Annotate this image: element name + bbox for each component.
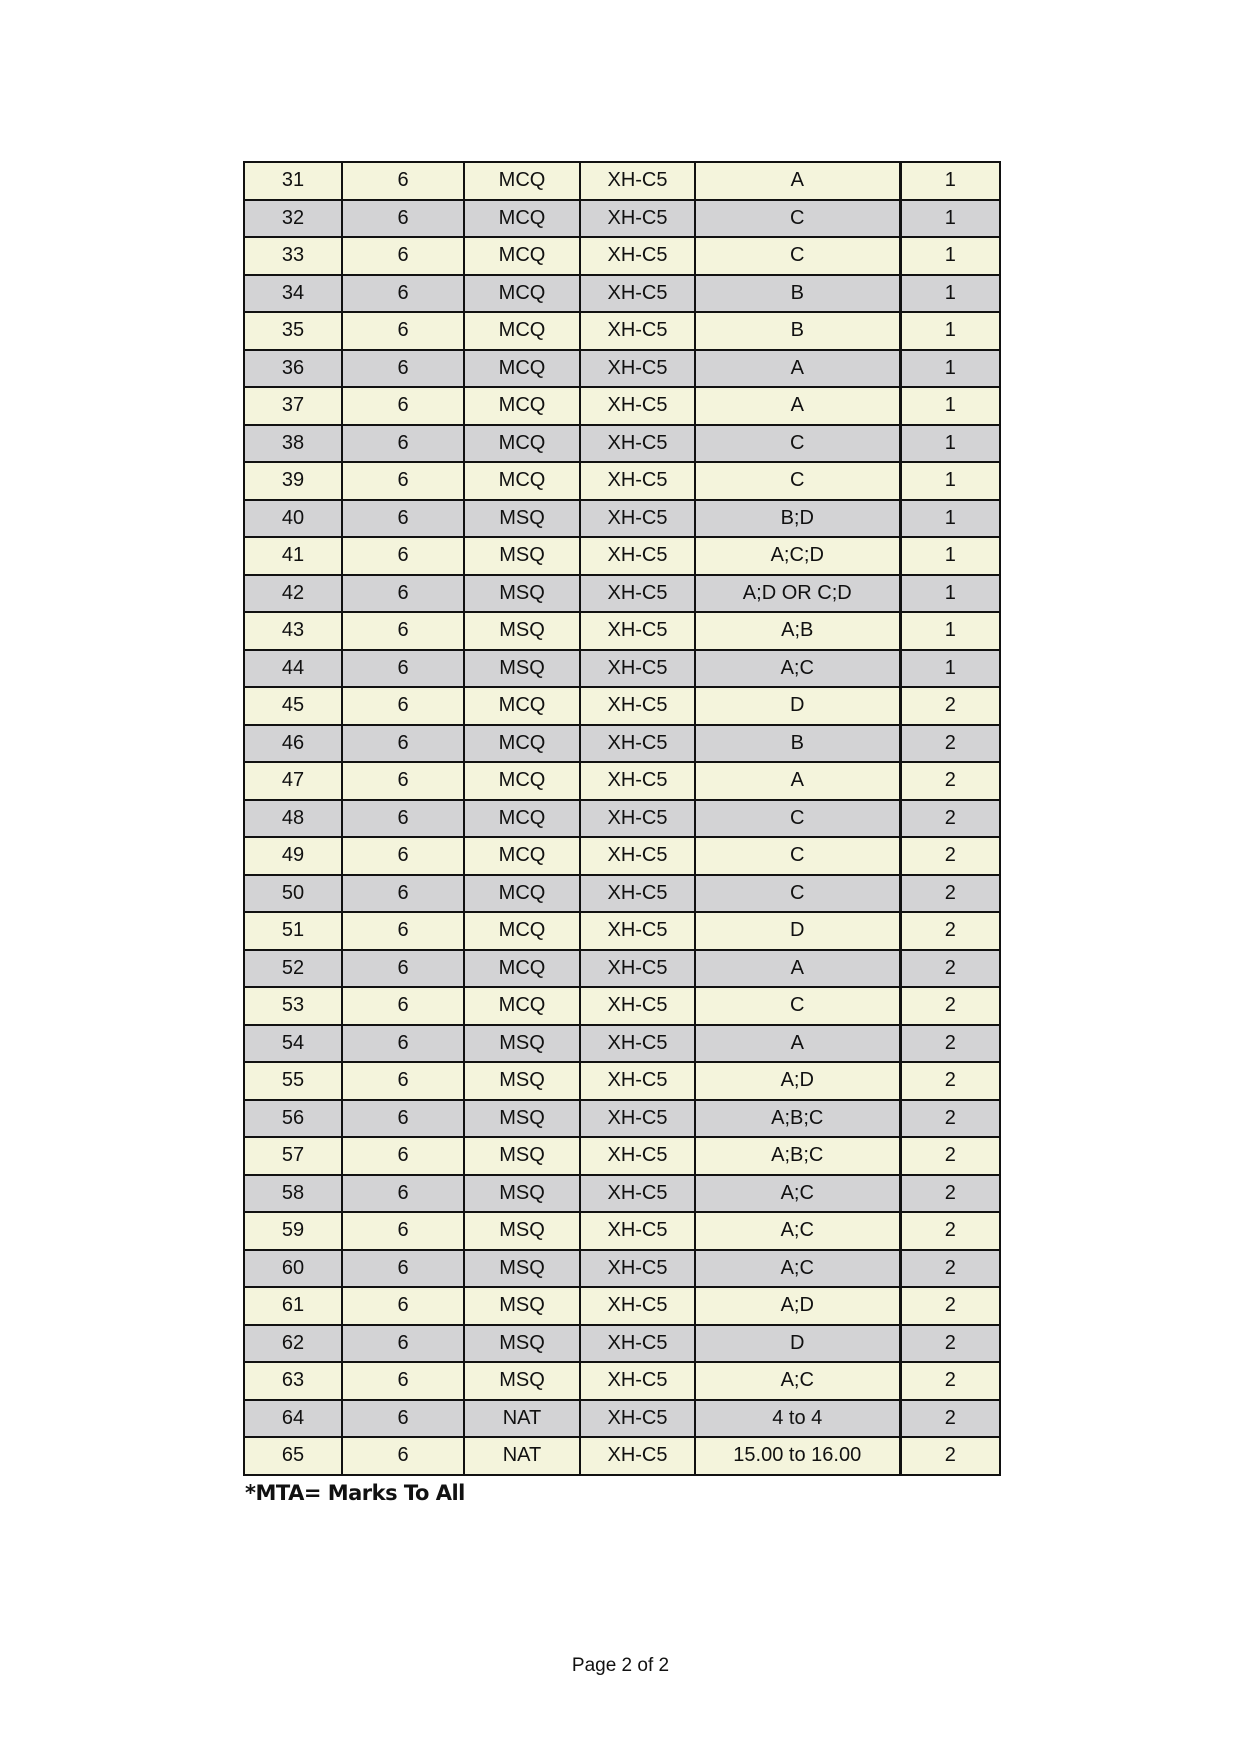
question-number-cell: 36 — [244, 350, 342, 388]
question-type-cell: MSQ — [464, 500, 580, 538]
question-type-cell: MCQ — [464, 837, 580, 875]
question-type-cell: MSQ — [464, 1175, 580, 1213]
section-cell: XH-C5 — [580, 1062, 695, 1100]
key-cell: A;C — [695, 1362, 900, 1400]
session-cell: 6 — [342, 1137, 464, 1175]
section-cell: XH-C5 — [580, 1100, 695, 1138]
key-cell: C — [695, 200, 900, 238]
section-cell: XH-C5 — [580, 725, 695, 763]
question-type-cell: MCQ — [464, 462, 580, 500]
table-row — [244, 200, 1000, 238]
key-cell: A — [695, 762, 900, 800]
question-number-cell: 51 — [244, 912, 342, 950]
key-cell: B — [695, 275, 900, 313]
section-cell: XH-C5 — [580, 237, 695, 275]
question-number-cell: 57 — [244, 1137, 342, 1175]
key-cell: A;B;C — [695, 1100, 900, 1138]
section-cell: XH-C5 — [580, 387, 695, 425]
table-row — [244, 537, 1000, 575]
section-cell: XH-C5 — [580, 462, 695, 500]
key-cell: A — [695, 162, 900, 200]
question-type-cell: MCQ — [464, 350, 580, 388]
key-cell: C — [695, 837, 900, 875]
question-number-cell: 54 — [244, 1025, 342, 1063]
table-row — [244, 575, 1000, 613]
session-cell: 6 — [342, 1437, 464, 1475]
key-cell: A;B — [695, 612, 900, 650]
key-cell: B — [695, 725, 900, 763]
section-cell: XH-C5 — [580, 1137, 695, 1175]
question-number-cell: 55 — [244, 1062, 342, 1100]
question-type-cell: MSQ — [464, 575, 580, 613]
key-cell: B — [695, 312, 900, 350]
table-row — [244, 237, 1000, 275]
question-type-cell: MCQ — [464, 725, 580, 763]
table-row — [244, 987, 1000, 1025]
section-cell: XH-C5 — [580, 650, 695, 688]
marks-cell: 2 — [900, 1325, 1000, 1363]
marks-cell: 1 — [900, 312, 1000, 350]
session-cell: 6 — [342, 200, 464, 238]
section-cell: XH-C5 — [580, 912, 695, 950]
key-cell: A — [695, 1025, 900, 1063]
key-cell: A;D — [695, 1287, 900, 1325]
session-cell: 6 — [342, 275, 464, 313]
table-row — [244, 725, 1000, 763]
session-cell: 6 — [342, 912, 464, 950]
marks-cell: 2 — [900, 1025, 1000, 1063]
section-cell: XH-C5 — [580, 200, 695, 238]
question-type-cell: MCQ — [464, 200, 580, 238]
section-cell: XH-C5 — [580, 312, 695, 350]
marks-cell: 2 — [900, 912, 1000, 950]
marks-cell: 2 — [900, 1175, 1000, 1213]
marks-cell: 1 — [900, 537, 1000, 575]
section-cell: XH-C5 — [580, 1325, 695, 1363]
question-type-cell: MSQ — [464, 1325, 580, 1363]
section-cell: XH-C5 — [580, 987, 695, 1025]
marks-cell: 2 — [900, 1437, 1000, 1475]
table-row — [244, 1400, 1000, 1438]
table-row — [244, 500, 1000, 538]
section-cell: XH-C5 — [580, 575, 695, 613]
table-row — [244, 1100, 1000, 1138]
question-type-cell: MCQ — [464, 762, 580, 800]
session-cell: 6 — [342, 612, 464, 650]
key-cell: A;C — [695, 1212, 900, 1250]
session-cell: 6 — [342, 987, 464, 1025]
table-row — [244, 1025, 1000, 1063]
question-type-cell: MCQ — [464, 950, 580, 988]
question-type-cell: MSQ — [464, 650, 580, 688]
question-number-cell: 49 — [244, 837, 342, 875]
question-number-cell: 52 — [244, 950, 342, 988]
table-row — [244, 462, 1000, 500]
question-number-cell: 44 — [244, 650, 342, 688]
question-number-cell: 63 — [244, 1362, 342, 1400]
session-cell: 6 — [342, 537, 464, 575]
section-cell: XH-C5 — [580, 837, 695, 875]
table-row — [244, 950, 1000, 988]
table-row — [244, 387, 1000, 425]
question-number-cell: 62 — [244, 1325, 342, 1363]
key-cell: A;C;D — [695, 537, 900, 575]
question-type-cell: MSQ — [464, 1100, 580, 1138]
session-cell: 6 — [342, 575, 464, 613]
marks-cell: 2 — [900, 987, 1000, 1025]
table-row — [244, 1062, 1000, 1100]
marks-cell: 1 — [900, 200, 1000, 238]
marks-cell: 2 — [900, 950, 1000, 988]
question-type-cell: MCQ — [464, 800, 580, 838]
key-cell: 15.00 to 16.00 — [695, 1437, 900, 1475]
marks-cell: 2 — [900, 1212, 1000, 1250]
question-number-cell: 40 — [244, 500, 342, 538]
question-type-cell: MSQ — [464, 1062, 580, 1100]
marks-cell: 2 — [900, 1250, 1000, 1288]
key-cell: A — [695, 350, 900, 388]
key-cell: D — [695, 912, 900, 950]
marks-cell: 1 — [900, 350, 1000, 388]
answer-key-table — [243, 161, 1001, 1476]
session-cell: 6 — [342, 1362, 464, 1400]
key-cell: B;D — [695, 500, 900, 538]
session-cell: 6 — [342, 1025, 464, 1063]
marks-cell: 1 — [900, 575, 1000, 613]
session-cell: 6 — [342, 1400, 464, 1438]
session-cell: 6 — [342, 425, 464, 463]
session-cell: 6 — [342, 237, 464, 275]
table-row — [244, 275, 1000, 313]
session-cell: 6 — [342, 350, 464, 388]
key-cell: A;C — [695, 650, 900, 688]
section-cell: XH-C5 — [580, 875, 695, 913]
question-number-cell: 45 — [244, 687, 342, 725]
key-cell: C — [695, 875, 900, 913]
table-row — [244, 687, 1000, 725]
table-row — [244, 1250, 1000, 1288]
question-number-cell: 58 — [244, 1175, 342, 1213]
key-cell: C — [695, 425, 900, 463]
key-cell: A — [695, 950, 900, 988]
section-cell: XH-C5 — [580, 1212, 695, 1250]
section-cell: XH-C5 — [580, 1175, 695, 1213]
marks-cell: 2 — [900, 1062, 1000, 1100]
section-cell: XH-C5 — [580, 1362, 695, 1400]
section-cell: XH-C5 — [580, 1250, 695, 1288]
question-type-cell: MCQ — [464, 987, 580, 1025]
marks-cell: 1 — [900, 275, 1000, 313]
question-type-cell: MSQ — [464, 612, 580, 650]
question-type-cell: MSQ — [464, 1362, 580, 1400]
question-type-cell: MCQ — [464, 237, 580, 275]
key-cell: C — [695, 800, 900, 838]
question-type-cell: MSQ — [464, 1025, 580, 1063]
marks-cell: 2 — [900, 725, 1000, 763]
question-number-cell: 42 — [244, 575, 342, 613]
session-cell: 6 — [342, 500, 464, 538]
question-type-cell: MCQ — [464, 275, 580, 313]
question-type-cell: MCQ — [464, 425, 580, 463]
marks-cell: 1 — [900, 237, 1000, 275]
key-cell: A — [695, 387, 900, 425]
section-cell: XH-C5 — [580, 612, 695, 650]
section-cell: XH-C5 — [580, 500, 695, 538]
section-cell: XH-C5 — [580, 800, 695, 838]
section-cell: XH-C5 — [580, 762, 695, 800]
question-number-cell: 34 — [244, 275, 342, 313]
marks-cell: 2 — [900, 1287, 1000, 1325]
question-number-cell: 43 — [244, 612, 342, 650]
session-cell: 6 — [342, 687, 464, 725]
section-cell: XH-C5 — [580, 1400, 695, 1438]
table-row — [244, 425, 1000, 463]
question-number-cell: 35 — [244, 312, 342, 350]
question-type-cell: MSQ — [464, 1287, 580, 1325]
session-cell: 6 — [342, 462, 464, 500]
marks-cell: 1 — [900, 462, 1000, 500]
marks-cell: 1 — [900, 612, 1000, 650]
question-number-cell: 46 — [244, 725, 342, 763]
table-row — [244, 800, 1000, 838]
table-row — [244, 1325, 1000, 1363]
question-type-cell: MCQ — [464, 875, 580, 913]
marks-cell: 2 — [900, 687, 1000, 725]
session-cell: 6 — [342, 762, 464, 800]
marks-cell: 2 — [900, 837, 1000, 875]
question-number-cell: 53 — [244, 987, 342, 1025]
question-type-cell: MCQ — [464, 687, 580, 725]
table-row — [244, 1437, 1000, 1475]
question-number-cell: 59 — [244, 1212, 342, 1250]
question-number-cell: 39 — [244, 462, 342, 500]
section-cell: XH-C5 — [580, 537, 695, 575]
session-cell: 6 — [342, 837, 464, 875]
section-cell: XH-C5 — [580, 1025, 695, 1063]
table-row — [244, 1212, 1000, 1250]
footnote: *MTA= Marks To All — [245, 1481, 465, 1505]
section-cell: XH-C5 — [580, 162, 695, 200]
session-cell: 6 — [342, 387, 464, 425]
question-number-cell: 37 — [244, 387, 342, 425]
marks-cell: 2 — [900, 800, 1000, 838]
session-cell: 6 — [342, 1212, 464, 1250]
question-number-cell: 31 — [244, 162, 342, 200]
table-row — [244, 875, 1000, 913]
key-cell: C — [695, 237, 900, 275]
session-cell: 6 — [342, 1100, 464, 1138]
question-type-cell: NAT — [464, 1400, 580, 1438]
question-type-cell: MSQ — [464, 1212, 580, 1250]
key-cell: A;D — [695, 1062, 900, 1100]
question-number-cell: 60 — [244, 1250, 342, 1288]
marks-cell: 2 — [900, 762, 1000, 800]
table-row — [244, 162, 1000, 200]
marks-cell: 1 — [900, 387, 1000, 425]
question-type-cell: MSQ — [464, 1250, 580, 1288]
session-cell: 6 — [342, 162, 464, 200]
section-cell: XH-C5 — [580, 1287, 695, 1325]
table-row — [244, 1287, 1000, 1325]
key-cell: A;C — [695, 1250, 900, 1288]
marks-cell: 1 — [900, 162, 1000, 200]
table-row — [244, 650, 1000, 688]
session-cell: 6 — [342, 875, 464, 913]
marks-cell: 2 — [900, 1400, 1000, 1438]
table-row — [244, 1137, 1000, 1175]
marks-cell: 2 — [900, 1362, 1000, 1400]
section-cell: XH-C5 — [580, 1437, 695, 1475]
session-cell: 6 — [342, 1250, 464, 1288]
question-number-cell: 41 — [244, 537, 342, 575]
question-number-cell: 48 — [244, 800, 342, 838]
key-cell: D — [695, 687, 900, 725]
key-cell: C — [695, 987, 900, 1025]
question-type-cell: MCQ — [464, 912, 580, 950]
session-cell: 6 — [342, 1062, 464, 1100]
question-type-cell: MCQ — [464, 312, 580, 350]
session-cell: 6 — [342, 800, 464, 838]
table-row — [244, 912, 1000, 950]
marks-cell: 1 — [900, 650, 1000, 688]
key-cell: A;D OR C;D — [695, 575, 900, 613]
question-number-cell: 56 — [244, 1100, 342, 1138]
key-cell: A;B;C — [695, 1137, 900, 1175]
question-number-cell: 50 — [244, 875, 342, 913]
table-row — [244, 837, 1000, 875]
session-cell: 6 — [342, 312, 464, 350]
question-number-cell: 64 — [244, 1400, 342, 1438]
marks-cell: 2 — [900, 1137, 1000, 1175]
marks-cell: 2 — [900, 1100, 1000, 1138]
session-cell: 6 — [342, 1175, 464, 1213]
question-type-cell: NAT — [464, 1437, 580, 1475]
question-type-cell: MSQ — [464, 1137, 580, 1175]
answer-key-table-body — [244, 162, 1000, 1475]
question-number-cell: 61 — [244, 1287, 342, 1325]
question-type-cell: MSQ — [464, 537, 580, 575]
table-row — [244, 350, 1000, 388]
marks-cell: 1 — [900, 425, 1000, 463]
question-number-cell: 38 — [244, 425, 342, 463]
section-cell: XH-C5 — [580, 350, 695, 388]
key-cell: D — [695, 1325, 900, 1363]
table-row — [244, 762, 1000, 800]
section-cell: XH-C5 — [580, 687, 695, 725]
question-type-cell: MCQ — [464, 162, 580, 200]
key-cell: A;C — [695, 1175, 900, 1213]
session-cell: 6 — [342, 1325, 464, 1363]
session-cell: 6 — [342, 650, 464, 688]
key-cell: C — [695, 462, 900, 500]
key-cell: 4 to 4 — [695, 1400, 900, 1438]
table-row — [244, 612, 1000, 650]
section-cell: XH-C5 — [580, 275, 695, 313]
question-number-cell: 33 — [244, 237, 342, 275]
table-row — [244, 1362, 1000, 1400]
question-number-cell: 47 — [244, 762, 342, 800]
question-number-cell: 32 — [244, 200, 342, 238]
marks-cell: 2 — [900, 875, 1000, 913]
session-cell: 6 — [342, 950, 464, 988]
session-cell: 6 — [342, 1287, 464, 1325]
table-row — [244, 1175, 1000, 1213]
page-number: Page 2 of 2 — [571, 1655, 670, 1676]
question-type-cell: MCQ — [464, 387, 580, 425]
session-cell: 6 — [342, 725, 464, 763]
section-cell: XH-C5 — [580, 425, 695, 463]
section-cell: XH-C5 — [580, 950, 695, 988]
marks-cell: 1 — [900, 500, 1000, 538]
table-row — [244, 312, 1000, 350]
question-number-cell: 65 — [244, 1437, 342, 1475]
